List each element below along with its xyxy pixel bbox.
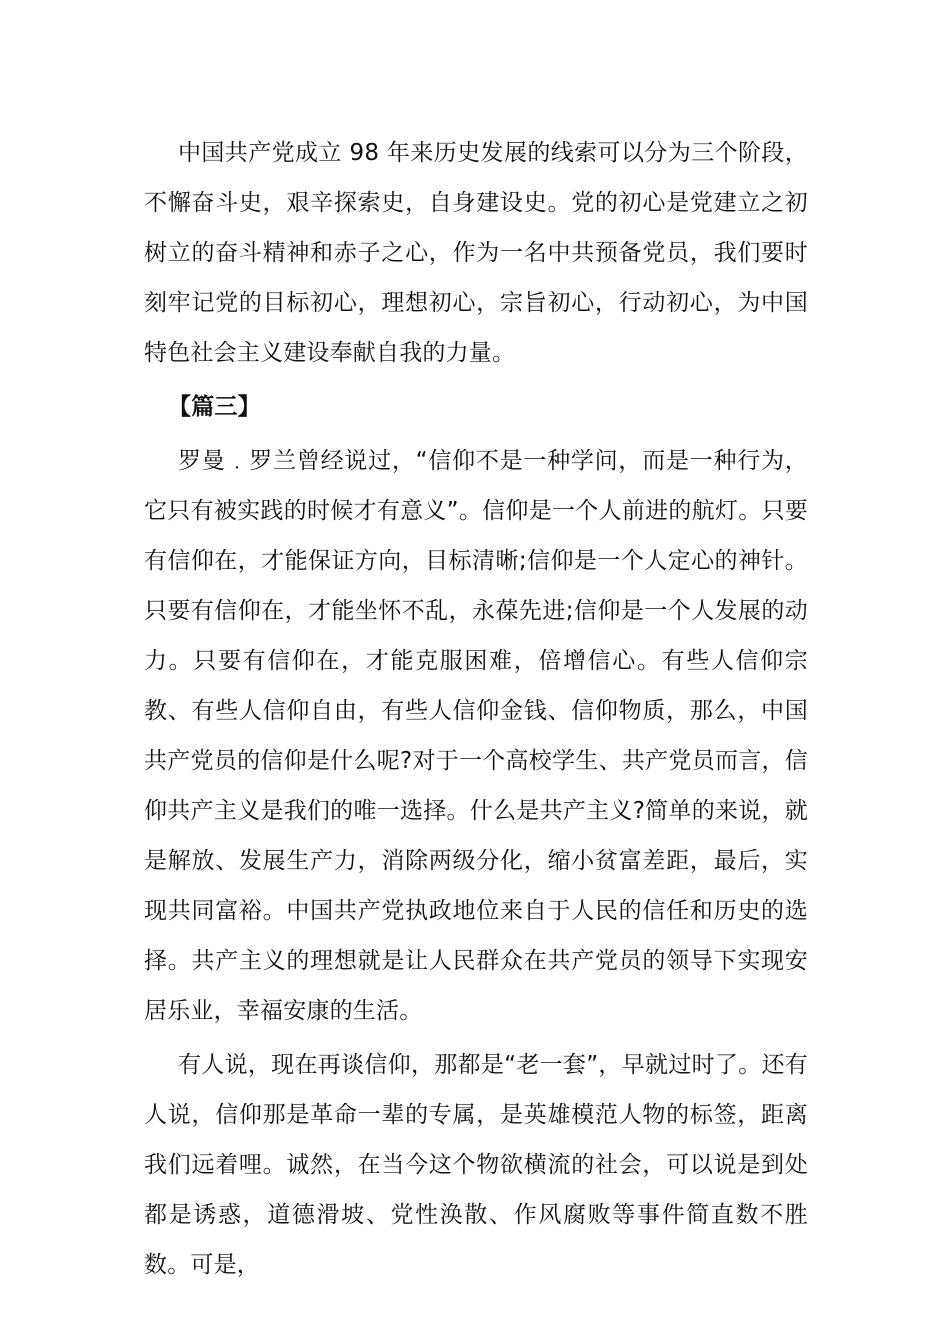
paragraph-belief: 罗曼﹒罗兰曾经说过，“信仰不是一种学问，而是一种行为，它只有被实践的时候才有意义”。信仰是一个人前进的航灯。只要有信仰在，才能保证方向，目标清晰;信仰是一个人定心的神针。只要有信仰在，才能坐怀不乱，永葆先进;信仰是一个人发展的动力。只要有信仰在，才能克服困难，倍增信心。有些人信仰宗教、有些人信仰自由，有些人信仰金钱、信仰物质，那么，中国共产党员的信仰是什么呢?对于一个高校学生、共产党员而言，信仰共产主义是我们的唯一选择。什么是共产主义?简单的来说，就是解放、发展生产力，消除两级分化，缩小贫富差距，最后，实现共同富裕。中国共产党执政地位来自于人民的信任和历史的选择。共产主义的理想就是让人民群众在共产党员的领导下实现安居乐业，幸福安康的生活。 — [144, 448, 808, 1024]
paragraph-doubt: 有人说，现在再谈信仰，那都是“老一套”，早就过时了。还有人说，信仰那是革命一辈的专属，是英雄模范人物的标签，距离我们远着哩。诚然，在当今这个物欲横流的社会，可以说是到处都是诱惑，道德滑坡、党性涣散、作风腐败等事件简直数不胜数。可是， — [144, 1052, 808, 1278]
paragraph-intro: 中国共产党成立 98 年来历史发展的线索可以分为三个阶段，不懈奋斗史，艰辛探索史，自身建设史。党的初心是党建立之初树立的奋斗精神和赤子之心，作为一名中共预备党员，我们要时刻牢记党的目标初心，理想初心，宗旨初心，行动初心，为中国特色社会主义建设奉献自我的力量。 — [144, 140, 808, 366]
document-body — [144, 128, 808, 1290]
section-heading: 【篇三】 — [168, 394, 261, 420]
